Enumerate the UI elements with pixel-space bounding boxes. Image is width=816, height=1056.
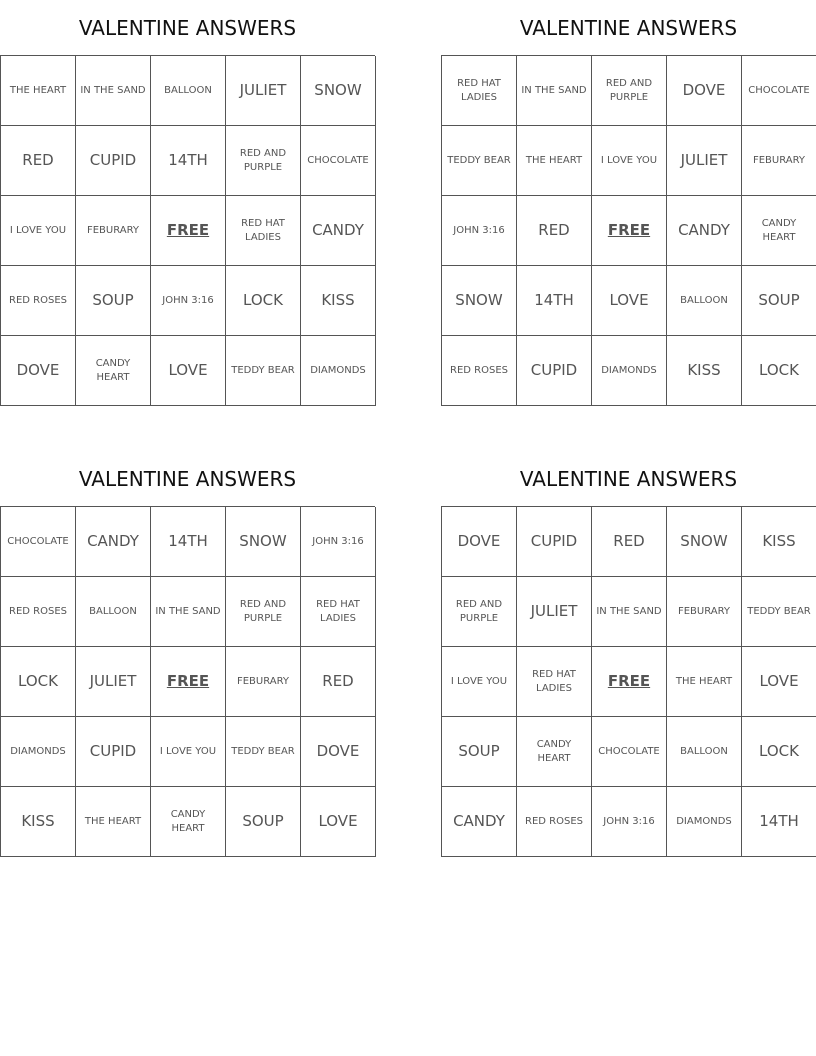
bingo-cell: TEDDY BEAR	[226, 717, 301, 787]
bingo-cell: CANDY	[76, 507, 151, 577]
bingo-card-3	[0, 451, 375, 857]
bingo-cell: RED AND PURPLE	[226, 126, 301, 196]
bingo-cell: CUPID	[76, 717, 151, 787]
bingo-cell: CUPID	[517, 336, 592, 406]
bingo-cell: CHOCOLATE	[301, 126, 376, 196]
bingo-cell: FREE	[151, 196, 226, 266]
bingo-cell: JOHN 3:16	[442, 196, 517, 266]
bingo-cell: I LOVE YOU	[151, 717, 226, 787]
bingo-cell: LOVE	[742, 647, 816, 717]
bingo-cell: RED HAT LADIES	[517, 647, 592, 717]
bingo-cell: THE HEART	[1, 56, 76, 126]
bingo-cell: JULIET	[667, 126, 742, 196]
bingo-cell: JULIET	[517, 577, 592, 647]
bingo-cell: RED ROSES	[442, 336, 517, 406]
bingo-cell: LOCK	[742, 717, 816, 787]
bingo-cell: CANDY HEART	[517, 717, 592, 787]
bingo-cell: CUPID	[76, 126, 151, 196]
bingo-cell: JULIET	[226, 56, 301, 126]
bingo-cell: THE HEART	[667, 647, 742, 717]
bingo-cell: FREE	[592, 196, 667, 266]
bingo-cell: CANDY HEART	[76, 336, 151, 406]
bingo-cell: 14TH	[517, 266, 592, 336]
bingo-cell: IN THE SAND	[151, 577, 226, 647]
bingo-cell: CANDY HEART	[151, 787, 226, 857]
bingo-cell: DIAMONDS	[667, 787, 742, 857]
bingo-cell: CUPID	[517, 507, 592, 577]
bingo-cell: SNOW	[442, 266, 517, 336]
bingo-cell: JOHN 3:16	[301, 507, 376, 577]
bingo-cell: LOCK	[226, 266, 301, 336]
bingo-cell: TEDDY BEAR	[442, 126, 517, 196]
card-title: VALENTINE ANSWERS	[519, 467, 738, 491]
bingo-cell: TEDDY BEAR	[226, 336, 301, 406]
bingo-cell: BALLOON	[76, 577, 151, 647]
bingo-cell: CANDY	[442, 787, 517, 857]
bingo-card-2	[441, 0, 816, 406]
card-title: VALENTINE ANSWERS	[78, 467, 297, 491]
bingo-cell: SNOW	[301, 56, 376, 126]
bingo-cell: CANDY	[301, 196, 376, 266]
bingo-grid	[0, 55, 375, 406]
bingo-cell: RED AND PURPLE	[442, 577, 517, 647]
bingo-cell: BALLOON	[151, 56, 226, 126]
bingo-cell: LOVE	[151, 336, 226, 406]
bingo-cell: RED HAT LADIES	[301, 577, 376, 647]
bingo-cell: SOUP	[442, 717, 517, 787]
bingo-cell: JOHN 3:16	[151, 266, 226, 336]
bingo-cell: RED ROSES	[517, 787, 592, 857]
bingo-cell: RED AND PURPLE	[226, 577, 301, 647]
bingo-cell: RED HAT LADIES	[442, 56, 517, 126]
bingo-cell: DOVE	[301, 717, 376, 787]
bingo-card-1	[0, 0, 375, 406]
bingo-cell: IN THE SAND	[76, 56, 151, 126]
bingo-cell: FREE	[592, 647, 667, 717]
bingo-cell: LOVE	[301, 787, 376, 857]
card-title: VALENTINE ANSWERS	[78, 16, 297, 40]
bingo-cell: BALLOON	[667, 266, 742, 336]
card-title: VALENTINE ANSWERS	[519, 16, 738, 40]
bingo-cell: 14TH	[742, 787, 816, 857]
bingo-cell: SOUP	[742, 266, 816, 336]
bingo-cell: CANDY HEART	[742, 196, 816, 266]
bingo-cell: SOUP	[226, 787, 301, 857]
bingo-cell: DIAMONDS	[301, 336, 376, 406]
bingo-cell: DOVE	[667, 56, 742, 126]
bingo-cell: KISS	[301, 266, 376, 336]
bingo-cell: CANDY	[667, 196, 742, 266]
bingo-grid	[441, 506, 816, 857]
bingo-cell: I LOVE YOU	[1, 196, 76, 266]
bingo-cell: SOUP	[76, 266, 151, 336]
bingo-cell: KISS	[667, 336, 742, 406]
bingo-cell: RED ROSES	[1, 577, 76, 647]
bingo-cell: RED	[1, 126, 76, 196]
bingo-cell: CHOCOLATE	[592, 717, 667, 787]
bingo-cell: LOCK	[742, 336, 816, 406]
bingo-cell: DOVE	[442, 507, 517, 577]
bingo-cell: I LOVE YOU	[442, 647, 517, 717]
bingo-cell: RED AND PURPLE	[592, 56, 667, 126]
bingo-cell: DIAMONDS	[592, 336, 667, 406]
bingo-cell: DOVE	[1, 336, 76, 406]
bingo-cell: SNOW	[226, 507, 301, 577]
bingo-cell: CHOCOLATE	[1, 507, 76, 577]
bingo-cell: DIAMONDS	[1, 717, 76, 787]
bingo-cell: FEBURARY	[226, 647, 301, 717]
bingo-cell: SNOW	[667, 507, 742, 577]
bingo-cell: LOCK	[1, 647, 76, 717]
bingo-cell: LOVE	[592, 266, 667, 336]
bingo-cell: FEBURARY	[667, 577, 742, 647]
bingo-cell: RED ROSES	[1, 266, 76, 336]
bingo-grid	[441, 55, 816, 406]
bingo-cell: IN THE SAND	[592, 577, 667, 647]
bingo-cell: RED	[592, 507, 667, 577]
bingo-cell: IN THE SAND	[517, 56, 592, 126]
bingo-cell: JULIET	[76, 647, 151, 717]
bingo-cell: CHOCOLATE	[742, 56, 816, 126]
bingo-card-4	[441, 451, 816, 857]
bingo-cell: 14TH	[151, 507, 226, 577]
bingo-cell: RED	[301, 647, 376, 717]
bingo-cell: TEDDY BEAR	[742, 577, 816, 647]
bingo-cell: THE HEART	[76, 787, 151, 857]
bingo-cell: FEBURARY	[76, 196, 151, 266]
bingo-cell: KISS	[742, 507, 816, 577]
bingo-cell: FEBURARY	[742, 126, 816, 196]
bingo-cell: RED	[517, 196, 592, 266]
bingo-grid	[0, 506, 375, 857]
bingo-cell: RED HAT LADIES	[226, 196, 301, 266]
bingo-cell: 14TH	[151, 126, 226, 196]
bingo-cell: BALLOON	[667, 717, 742, 787]
bingo-cell: THE HEART	[517, 126, 592, 196]
bingo-cell: I LOVE YOU	[592, 126, 667, 196]
bingo-cell: KISS	[1, 787, 76, 857]
bingo-cell: JOHN 3:16	[592, 787, 667, 857]
bingo-cell: FREE	[151, 647, 226, 717]
